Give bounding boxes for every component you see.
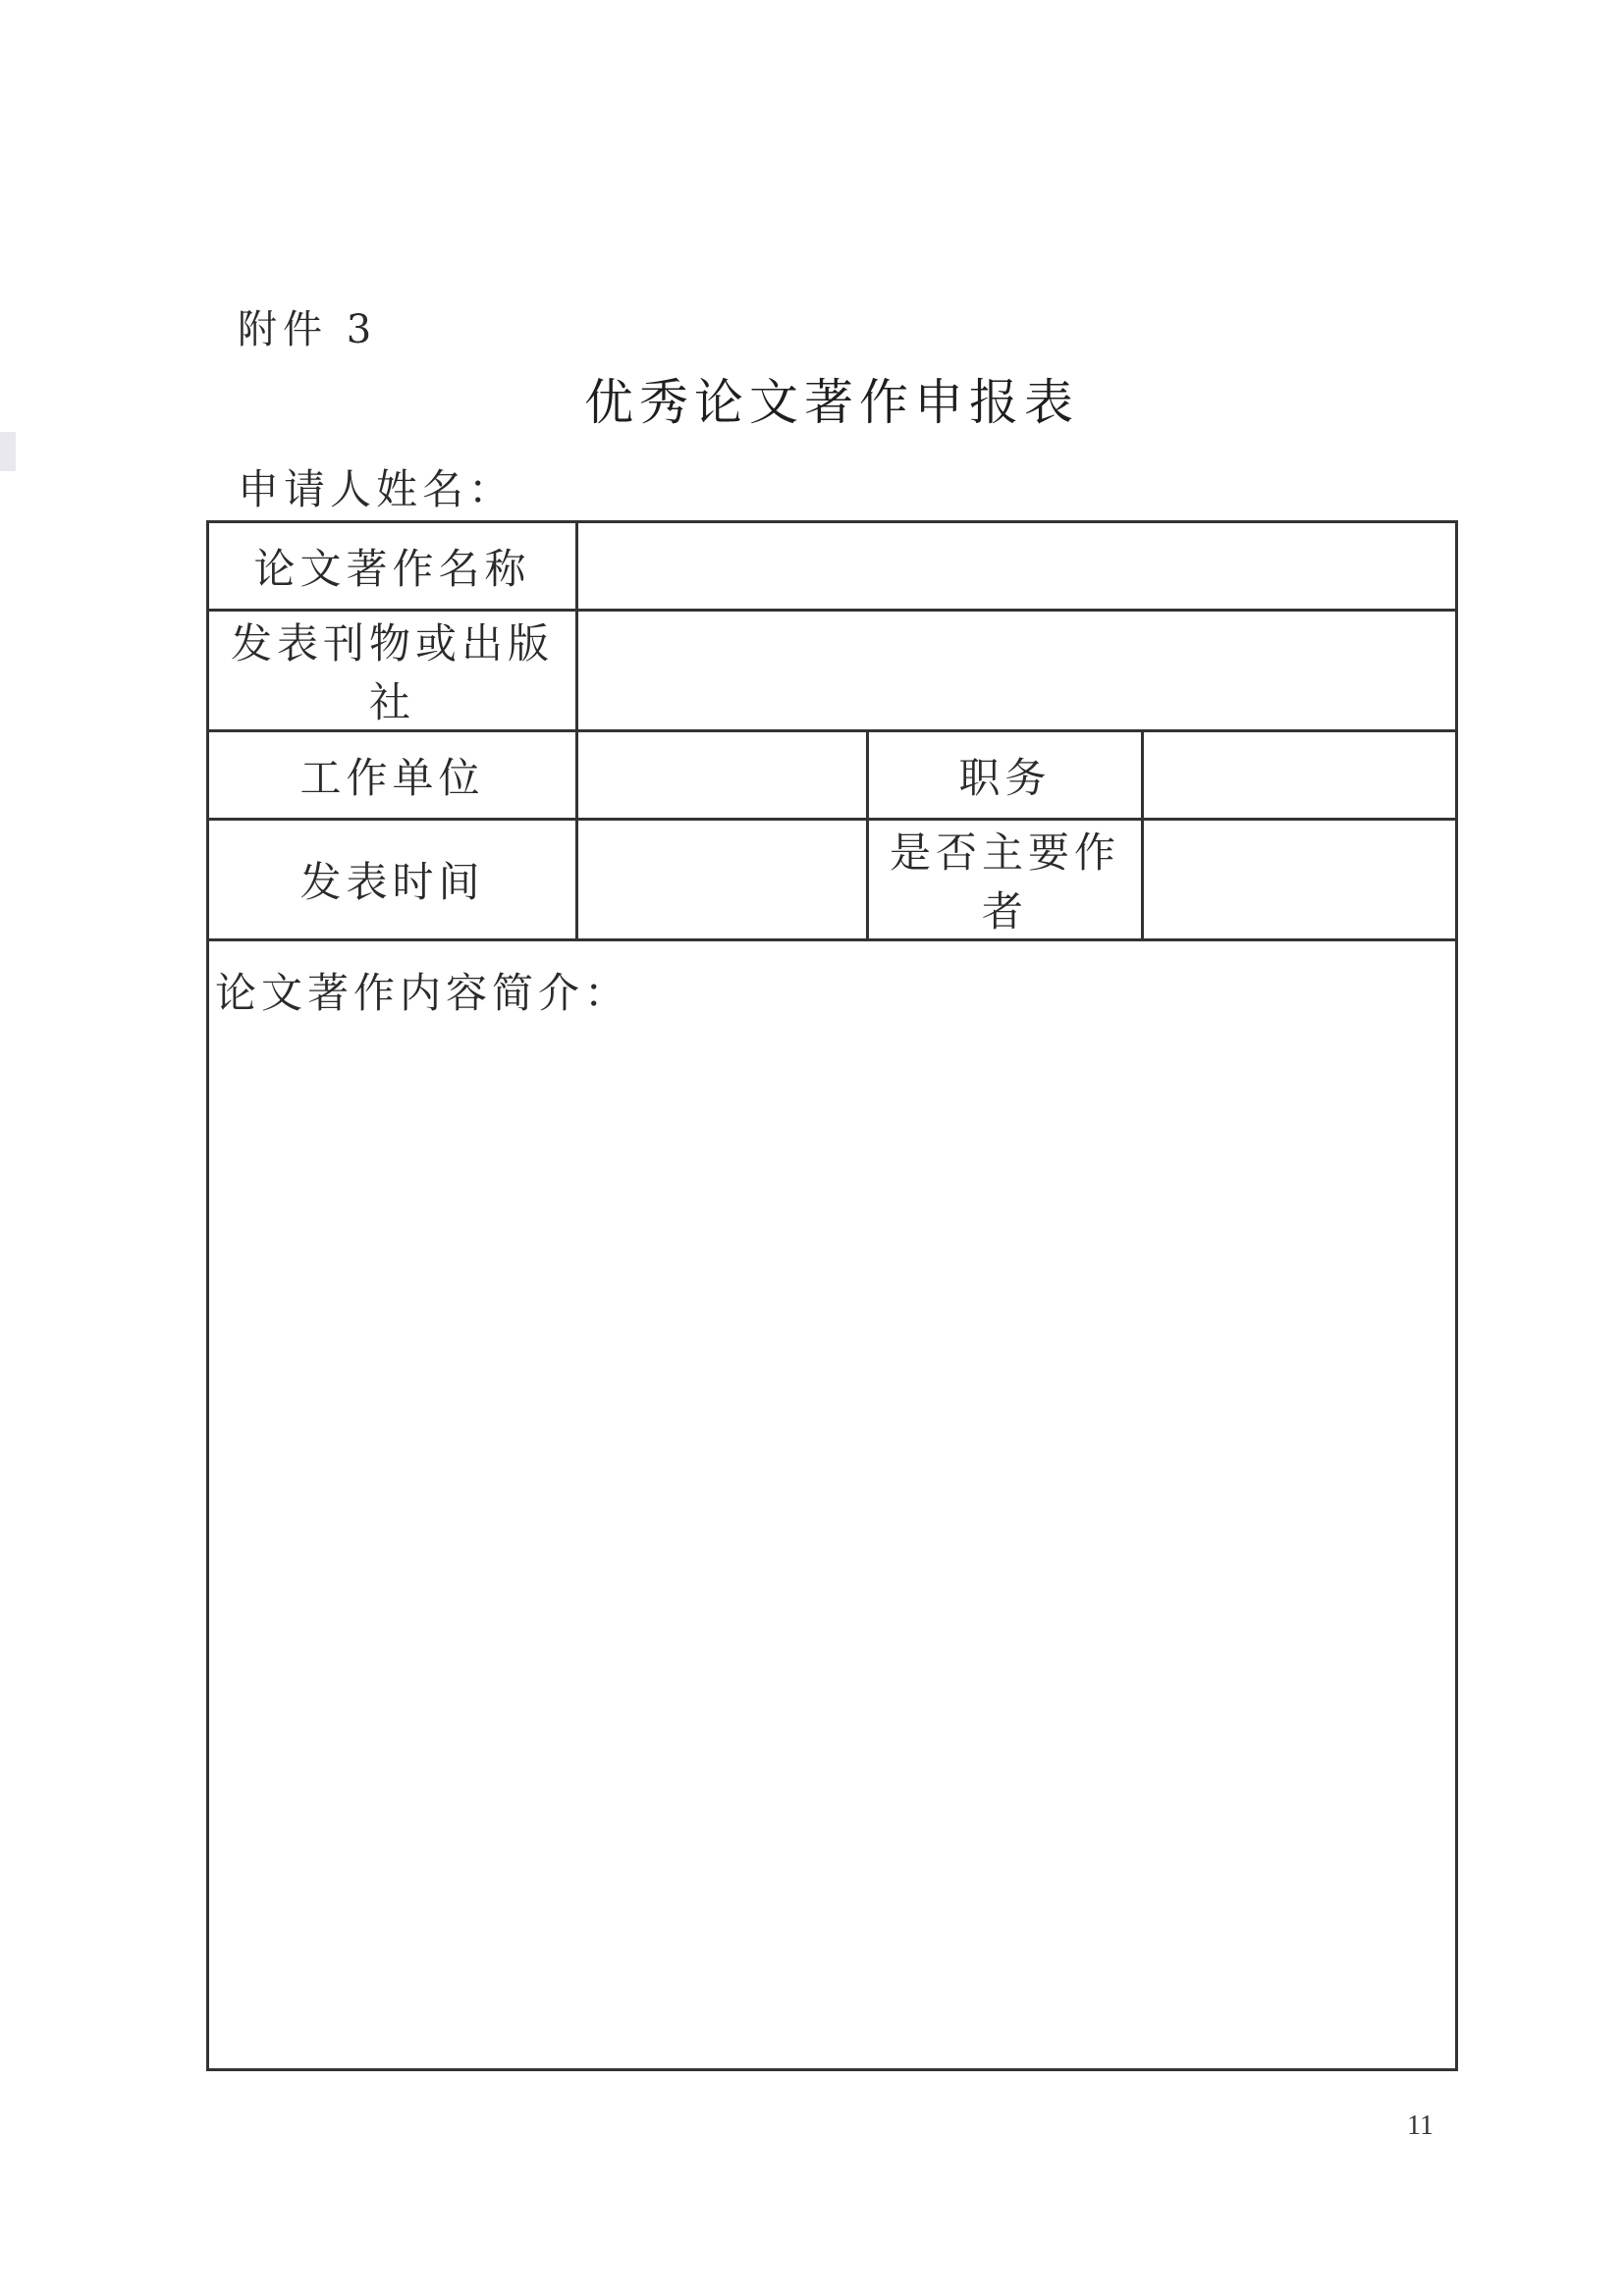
summary-field[interactable] <box>208 940 1457 2070</box>
application-form-table <box>206 520 1458 2071</box>
scan-edge-mark <box>0 432 16 471</box>
table-row <box>208 731 1457 820</box>
applicant-name-label: 申请人姓名： <box>238 465 515 513</box>
publish-date-field[interactable] <box>577 820 868 940</box>
position-field[interactable] <box>1143 731 1457 820</box>
employer-label: 工作单位 <box>208 731 577 820</box>
page-number: 11 <box>1407 2110 1434 2141</box>
table-row <box>208 522 1457 611</box>
table-row <box>208 611 1457 731</box>
form-title: 优秀论文著作申报表 <box>584 374 1079 431</box>
position-label: 职务 <box>868 731 1143 820</box>
primary-author-label: 是否主要作者 <box>868 820 1143 940</box>
publisher-label: 发表刊物或出版社 <box>208 611 577 731</box>
publish-date-label: 发表时间 <box>208 820 577 940</box>
table-row <box>208 940 1457 2070</box>
publisher-field[interactable] <box>577 611 1457 731</box>
work-title-label: 论文著作名称 <box>208 522 577 611</box>
employer-field[interactable] <box>577 731 868 820</box>
work-title-field[interactable] <box>577 522 1457 611</box>
primary-author-field[interactable] <box>1143 820 1457 940</box>
table-row <box>208 820 1457 940</box>
summary-label: 论文著作内容简介： <box>215 969 631 1017</box>
attachment-label: 附件 3 <box>238 307 378 352</box>
